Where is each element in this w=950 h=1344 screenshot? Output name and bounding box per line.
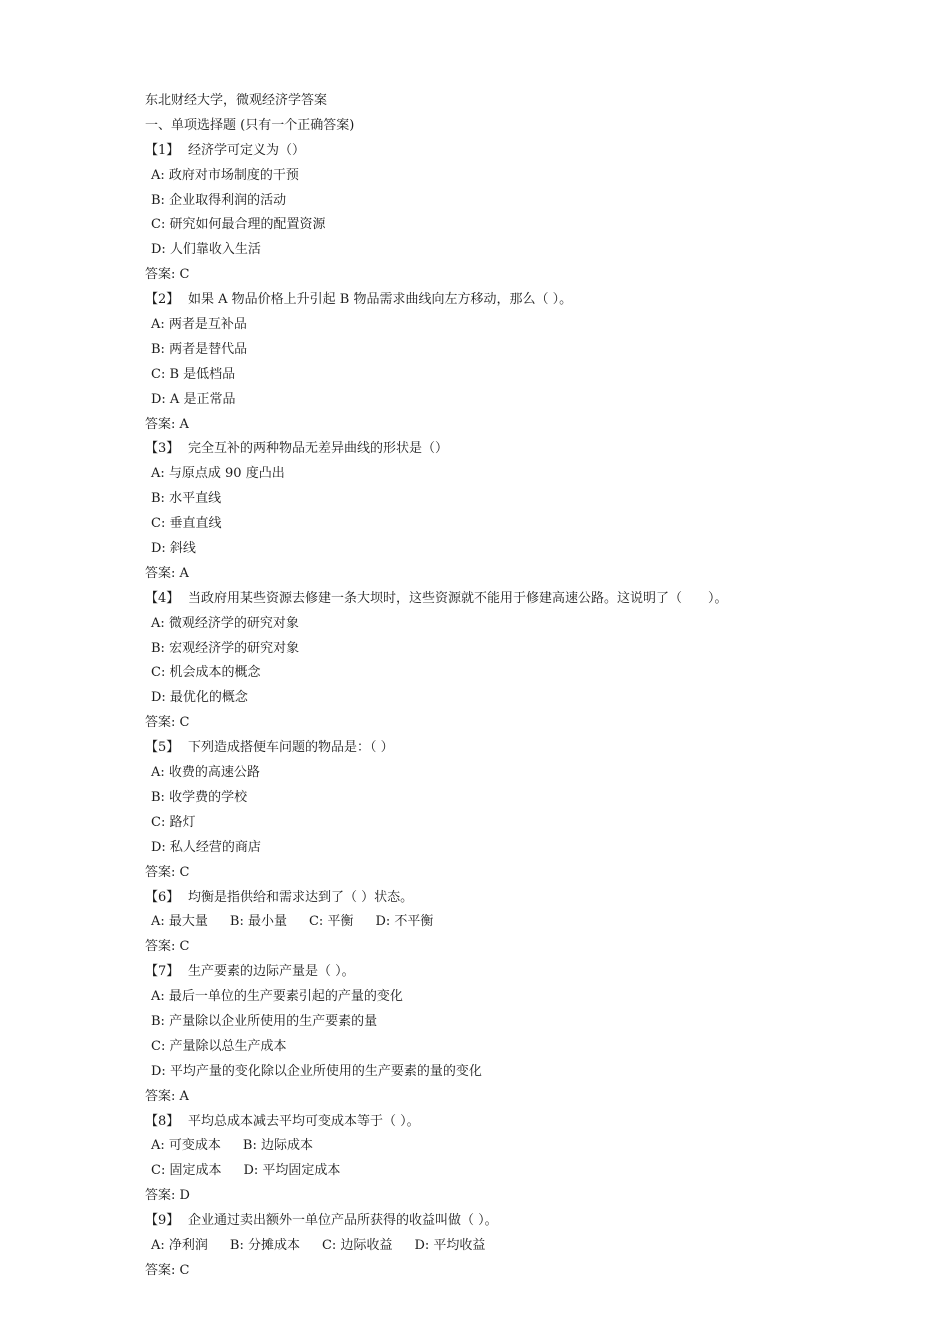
question-stem bbox=[145, 1209, 865, 1234]
answer-option: B: 宏观经济学的研究对象 bbox=[151, 640, 300, 656]
answer-option: D: 最优化的概念 bbox=[151, 690, 248, 706]
option-line bbox=[145, 786, 865, 811]
answer-option: C: 固定成本 bbox=[151, 1163, 222, 1179]
option-line bbox=[145, 213, 865, 238]
section-heading: 一、单项选择题 (只有一个正确答案) bbox=[145, 117, 355, 133]
question-stem bbox=[145, 960, 865, 985]
question-text: 下列造成搭便车问题的物品是：（ ） bbox=[188, 740, 394, 756]
question-number: 【7】 bbox=[145, 964, 180, 980]
option-line bbox=[145, 388, 865, 413]
answer-option: B: 边际成本 bbox=[242, 1138, 313, 1154]
question-number: 【8】 bbox=[145, 1113, 180, 1129]
question-block bbox=[145, 736, 865, 885]
answer-option: A: 最后一单位的生产要素引起的产量的变化 bbox=[151, 989, 403, 1005]
answer-option: C: 机会成本的概念 bbox=[151, 665, 261, 681]
answer-option: C: 路灯 bbox=[151, 814, 196, 830]
correct-answer: 答案: C bbox=[145, 939, 190, 955]
question-text: 企业通过卖出额外一单位产品所获得的收益叫做（ ）。 bbox=[188, 1213, 498, 1229]
answer-option: C: 产量除以总生产成本 bbox=[151, 1038, 287, 1054]
answer-option: C: 垂直直线 bbox=[151, 516, 222, 532]
answer-option: B: 分摊成本 bbox=[229, 1237, 300, 1253]
answer-option: D: 平均收益 bbox=[414, 1237, 486, 1253]
answer-option: B: 企业取得利润的活动 bbox=[151, 192, 287, 208]
question-number: 【5】 bbox=[145, 740, 180, 756]
question-block bbox=[145, 587, 865, 736]
answer-option: B: 最小量 bbox=[229, 914, 287, 930]
option-line bbox=[145, 811, 865, 836]
answer-option: A: 两者是互补品 bbox=[151, 317, 247, 333]
option-line bbox=[145, 164, 865, 189]
option-line bbox=[145, 686, 865, 711]
question-stem bbox=[145, 736, 865, 761]
correct-answer: 答案: C bbox=[145, 267, 190, 283]
option-line bbox=[145, 612, 865, 637]
question-text: 生产要素的边际产量是（ ）。 bbox=[188, 964, 355, 980]
option-line bbox=[145, 338, 865, 363]
question-number: 【4】 bbox=[145, 590, 180, 606]
option-line bbox=[145, 985, 865, 1010]
question-block bbox=[145, 886, 865, 961]
answer-option: D: 私人经营的商店 bbox=[151, 839, 261, 855]
question-text: 均衡是指供给和需求达到了（ ）状态。 bbox=[188, 889, 414, 905]
document-title: 东北财经大学，微观经济学答案 bbox=[145, 93, 328, 108]
question-list bbox=[145, 139, 865, 1284]
option-line bbox=[145, 1010, 865, 1035]
option-line bbox=[145, 189, 865, 214]
answer-option: A: 最大量 bbox=[151, 914, 208, 930]
answer-option: D: 平均固定成本 bbox=[243, 1163, 341, 1179]
option-line bbox=[145, 512, 865, 537]
question-stem bbox=[145, 886, 865, 911]
option-line bbox=[145, 661, 865, 686]
answer-option: A: 微观经济学的研究对象 bbox=[151, 615, 299, 631]
option-line bbox=[145, 487, 865, 512]
option-line bbox=[145, 238, 865, 263]
correct-answer: 答案: A bbox=[145, 565, 189, 581]
question-number: 【2】 bbox=[145, 292, 180, 308]
question-block bbox=[145, 288, 865, 437]
option-line bbox=[145, 1134, 865, 1159]
answer-option: C: B 是低档品 bbox=[151, 366, 236, 382]
option-line bbox=[145, 761, 865, 786]
question-stem bbox=[145, 288, 865, 313]
answer-option: A: 净利润 bbox=[151, 1237, 208, 1253]
answer-option: D: 不平衡 bbox=[375, 914, 434, 930]
option-line bbox=[145, 363, 865, 388]
question-block bbox=[145, 139, 865, 288]
correct-answer: 答案: A bbox=[145, 416, 189, 432]
answer-option: D: 斜线 bbox=[151, 541, 196, 557]
option-line bbox=[145, 836, 865, 861]
option-line bbox=[145, 1159, 865, 1184]
answer-option: A: 收费的高速公路 bbox=[151, 765, 260, 781]
question-text: 平均总成本减去平均可变成本等于（ ）。 bbox=[188, 1113, 420, 1129]
answer-option: A: 与原点成 90 度凸出 bbox=[151, 466, 285, 482]
question-block bbox=[145, 1110, 865, 1210]
question-text: 如果 A 物品价格上升引起 B 物品需求曲线向左方移动，那么（ ）。 bbox=[188, 292, 573, 308]
answer-option: C: 边际收益 bbox=[321, 1237, 393, 1253]
correct-answer: 答案: C bbox=[145, 864, 190, 880]
question-stem bbox=[145, 1110, 865, 1135]
question-number: 【6】 bbox=[145, 889, 180, 905]
answer-option: B: 水平直线 bbox=[151, 491, 222, 507]
question-stem bbox=[145, 139, 865, 164]
correct-answer: 答案: C bbox=[145, 715, 190, 731]
question-block bbox=[145, 437, 865, 586]
answer-option: D: 人们靠收入生活 bbox=[151, 242, 261, 258]
question-stem bbox=[145, 587, 865, 612]
option-line bbox=[145, 537, 865, 562]
option-line bbox=[145, 910, 865, 935]
option-line bbox=[145, 1035, 865, 1060]
option-line bbox=[145, 313, 865, 338]
answer-option: B: 两者是替代品 bbox=[151, 341, 248, 357]
correct-answer: 答案: D bbox=[145, 1188, 190, 1204]
question-stem bbox=[145, 437, 865, 462]
answer-option: A: 政府对市场制度的干预 bbox=[151, 167, 299, 183]
option-line bbox=[145, 462, 865, 487]
answer-option: B: 产量除以企业所使用的生产要素的量 bbox=[151, 1013, 378, 1029]
question-text: 经济学可定义为（） bbox=[188, 142, 306, 158]
answer-option: A: 可变成本 bbox=[151, 1138, 221, 1154]
question-text: 当政府用某些资源去修建一条大坝时，这些资源就不能用于修建高速公路。这说明了（ ）。 bbox=[188, 590, 728, 606]
question-number: 【3】 bbox=[145, 441, 180, 457]
question-block bbox=[145, 960, 865, 1109]
answer-option: C: 研究如何最合理的配置资源 bbox=[151, 217, 326, 233]
answer-option: C: 平衡 bbox=[308, 914, 354, 930]
answer-option: D: 平均产量的变化除以企业所使用的生产要素的量的变化 bbox=[151, 1063, 482, 1079]
question-block bbox=[145, 1209, 865, 1284]
question-number: 【1】 bbox=[145, 142, 180, 158]
document-body bbox=[145, 89, 865, 1284]
question-number: 【9】 bbox=[145, 1213, 180, 1229]
option-line bbox=[145, 637, 865, 662]
option-line bbox=[145, 1234, 865, 1259]
option-line bbox=[145, 1060, 865, 1085]
correct-answer: 答案: C bbox=[145, 1262, 190, 1278]
answer-option: B: 收学费的学校 bbox=[151, 789, 248, 805]
question-text: 完全互补的两种物品无差异曲线的形状是（） bbox=[188, 441, 449, 457]
answer-option: D: A 是正常品 bbox=[151, 391, 236, 407]
correct-answer: 答案: A bbox=[145, 1088, 189, 1104]
